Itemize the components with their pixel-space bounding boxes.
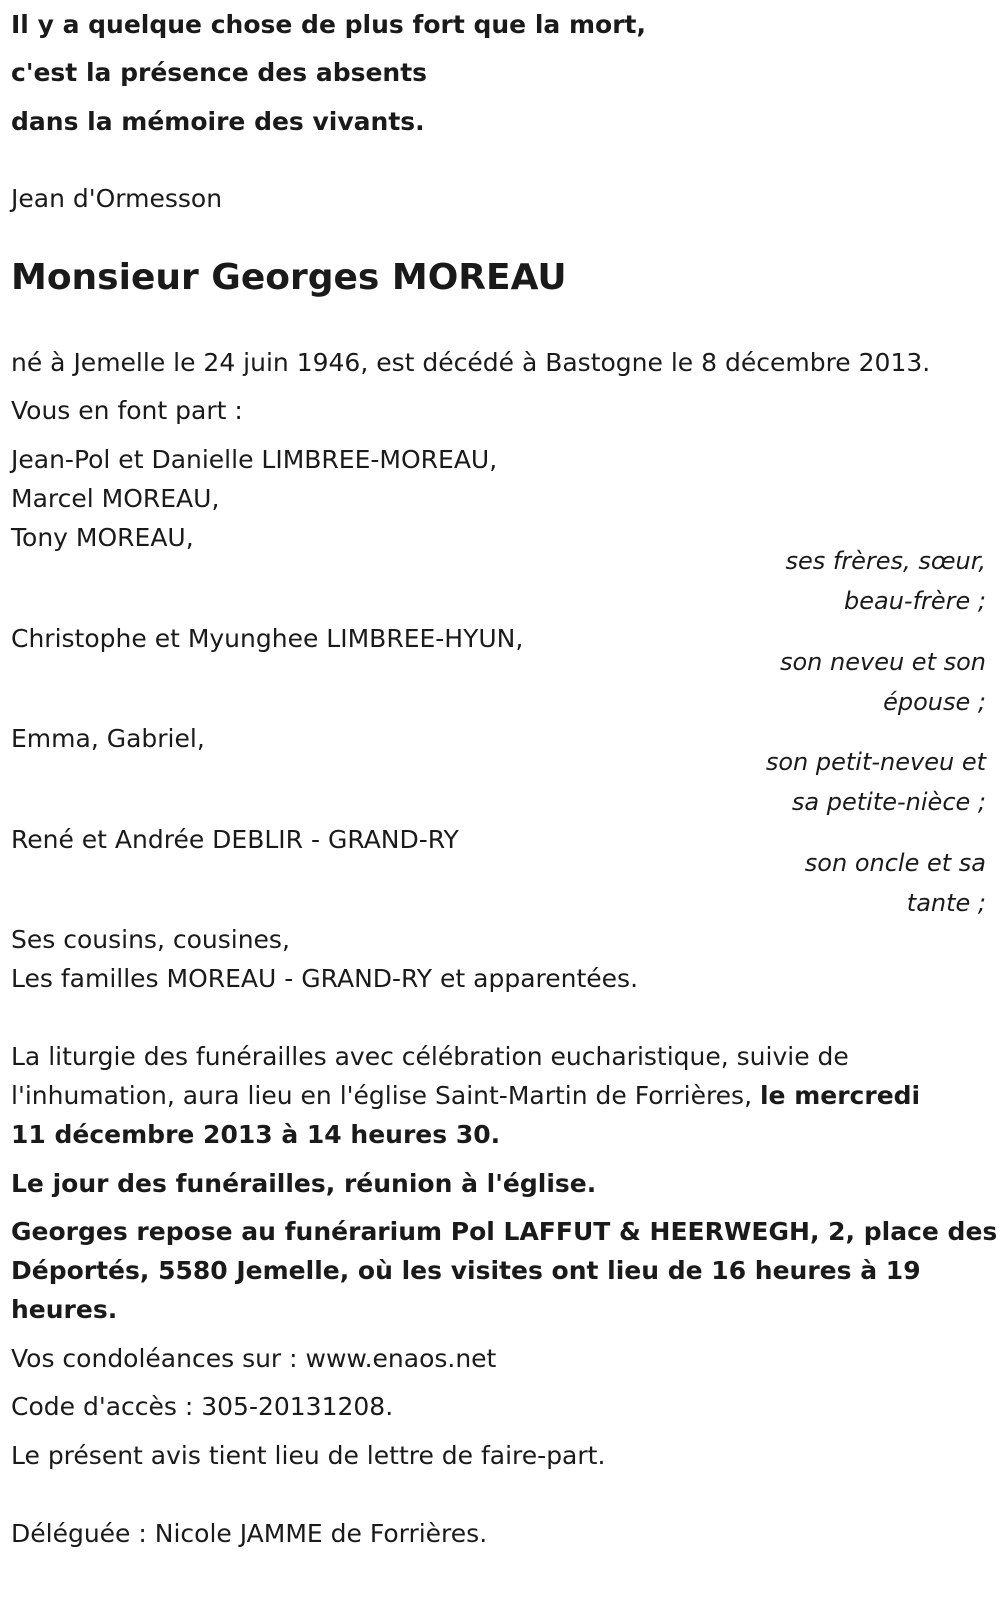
family-relation-line: sa petite-nièce ; bbox=[791, 788, 986, 816]
family-relation-line: tante ; bbox=[906, 889, 986, 917]
liturgy-line-1: La liturgie des funérailles avec célébration eucharistique, suivie de bbox=[11, 1042, 849, 1071]
family-name: René et Andrée DEBLIR - GRAND-RY bbox=[11, 825, 459, 854]
family-relation-line: son oncle et sa bbox=[804, 849, 986, 877]
family-name: Tony MOREAU, bbox=[11, 523, 194, 552]
family-relation bbox=[736, 843, 986, 923]
family-relation-line: son neveu et son bbox=[779, 648, 986, 676]
funeral-home-line-3: heures. bbox=[11, 1295, 118, 1324]
birth-death-statement: né à Jemelle le 24 juin 1946, est décédé à Bastogne le 8 décembre 2013. bbox=[11, 348, 931, 377]
family-relation-line: épouse ; bbox=[883, 688, 986, 716]
quote-author: Jean d'Ormesson bbox=[11, 184, 223, 213]
announce-line: Vous en font part : bbox=[11, 396, 243, 425]
liturgy-text: l'inhumation, aura lieu en l'église Saint-Martin de Forrières, bbox=[11, 1081, 753, 1110]
family-relation bbox=[736, 541, 986, 621]
family-relation bbox=[736, 742, 986, 822]
quote-line-2: c'est la présence des absents bbox=[11, 58, 428, 87]
family-name: Christophe et Myunghee LIMBREE-HYUN, bbox=[11, 624, 524, 653]
access-code-line: Code d'accès : 305-20131208. bbox=[11, 1392, 394, 1421]
family-name: Jean-Pol et Danielle LIMBREE-MOREAU, bbox=[11, 445, 498, 474]
others-line: Ses cousins, cousines, bbox=[11, 925, 290, 954]
liturgy-line-3: 11 décembre 2013 à 14 heures 30. bbox=[11, 1120, 501, 1149]
family-name: Marcel MOREAU, bbox=[11, 484, 220, 513]
others-line: Les familles MOREAU - GRAND-RY et apparentées. bbox=[11, 964, 639, 993]
family-relation-line: ses frères, sœur, bbox=[785, 547, 986, 575]
funeral-home-line-2: Déportés, 5580 Jemelle, où les visites ont lieu de 16 heures à 19 bbox=[11, 1256, 921, 1285]
meeting-line: Le jour des funérailles, réunion à l'église. bbox=[11, 1169, 597, 1198]
family-relation-line: son petit-neveu et bbox=[765, 748, 986, 776]
quote-line-3: dans la mémoire des vivants. bbox=[11, 107, 425, 136]
family-relation bbox=[736, 642, 986, 722]
deceased-name-title: Monsieur Georges MOREAU bbox=[11, 257, 567, 298]
notice-line: Le présent avis tient lieu de lettre de faire-part. bbox=[11, 1441, 606, 1470]
liturgy-line-2 bbox=[11, 1081, 920, 1111]
funeral-home-line-1: Georges repose au funérarium Pol LAFFUT & HEERWEGH, 2, place des bbox=[11, 1217, 998, 1246]
condolences-line: Vos condoléances sur : www.enaos.net bbox=[11, 1344, 497, 1373]
liturgy-date-bold: le mercredi bbox=[759, 1081, 921, 1110]
family-name: Emma, Gabriel, bbox=[11, 724, 205, 753]
delegate-line: Déléguée : Nicole JAMME de Forrières. bbox=[11, 1519, 488, 1548]
family-relation-line: beau-frère ; bbox=[843, 587, 986, 615]
quote-line-1: Il y a quelque chose de plus fort que la mort, bbox=[11, 10, 646, 39]
